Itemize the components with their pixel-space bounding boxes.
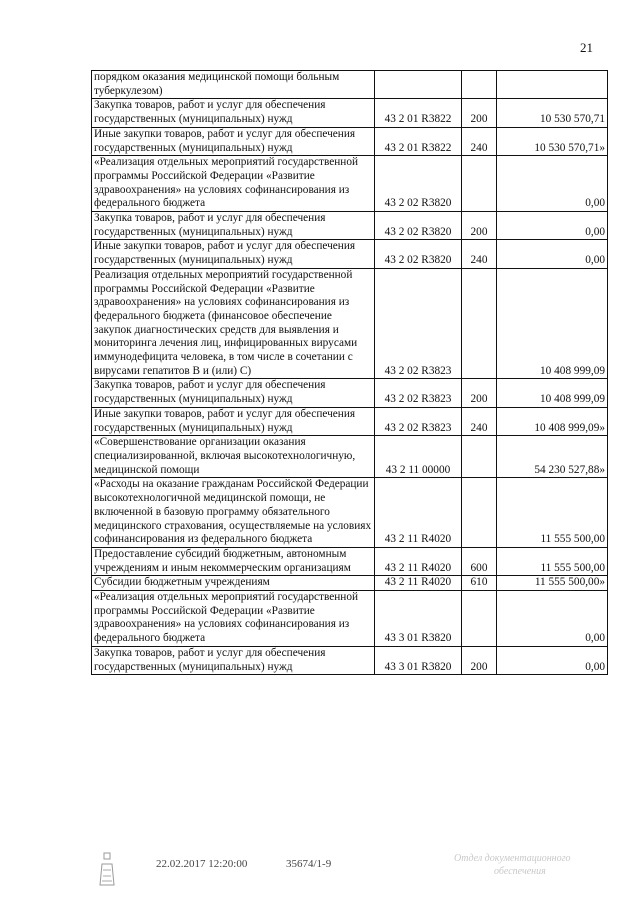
- row-expense-type: 240: [462, 240, 497, 268]
- row-code: 43 2 11 R4020: [375, 576, 462, 591]
- row-description: Субсидии бюджетным учреждениям: [92, 576, 375, 591]
- table-row: [92, 547, 608, 575]
- table-row: [92, 478, 608, 548]
- table-row: [92, 99, 608, 127]
- row-code: 43 2 02 R3820: [375, 156, 462, 212]
- row-expense-type: 200: [462, 99, 497, 127]
- row-expense-type: [462, 156, 497, 212]
- table-row: [92, 576, 608, 591]
- table-row: [92, 591, 608, 647]
- row-description: Закупка товаров, работ и услуг для обеспечения государственных (муниципальных) нужд: [92, 99, 375, 127]
- row-description: «Реализация отдельных мероприятий государственной программы Российской Федерации «Развитие здравоохранения» на условиях софинансирования из федерального бюджета: [92, 591, 375, 647]
- stamp-icon: [98, 852, 116, 886]
- row-expense-type: 200: [462, 646, 497, 674]
- row-description: порядком оказания медицинской помощи больным туберкулезом): [92, 71, 375, 99]
- row-code: 43 2 01 R3822: [375, 127, 462, 155]
- row-code: 43 2 01 R3822: [375, 99, 462, 127]
- row-description: «Совершенствование организации оказания специализированной, включая высокотехнологичную, медицинской помощи: [92, 436, 375, 478]
- row-amount: 10 408 999,09: [497, 379, 608, 407]
- row-expense-type: [462, 268, 497, 379]
- row-expense-type: [462, 71, 497, 99]
- table-row: [92, 240, 608, 268]
- table-row: [92, 71, 608, 99]
- row-amount: 0,00: [497, 156, 608, 212]
- row-amount: [497, 71, 608, 99]
- table-row: [92, 268, 608, 379]
- watermark: [454, 852, 571, 878]
- row-description: Закупка товаров, работ и услуг для обеспечения государственных (муниципальных) нужд: [92, 379, 375, 407]
- row-code: 43 2 11 00000: [375, 436, 462, 478]
- row-amount: 0,00: [497, 212, 608, 240]
- table-row: [92, 379, 608, 407]
- table-row: [92, 436, 608, 478]
- row-expense-type: 200: [462, 212, 497, 240]
- row-amount: 11 555 500,00: [497, 478, 608, 548]
- row-description: «Расходы на оказание гражданам Российской Федерации высокотехнологичной медицинской помощи, не включенной в базовую программу обязательного медицинского страхования, осуществляемые на условиях софинансирования из федерального бюджета: [92, 478, 375, 548]
- row-code: 43 2 11 R4020: [375, 478, 462, 548]
- row-code: [375, 71, 462, 99]
- table-row: [92, 407, 608, 435]
- row-amount: 0,00: [497, 240, 608, 268]
- table-row: [92, 212, 608, 240]
- row-amount: 0,00: [497, 591, 608, 647]
- row-code: 43 2 11 R4020: [375, 547, 462, 575]
- table-row: [92, 156, 608, 212]
- row-code: 43 2 02 R3823: [375, 268, 462, 379]
- row-code: 43 2 02 R3823: [375, 407, 462, 435]
- row-code: 43 2 02 R3820: [375, 240, 462, 268]
- row-expense-type: [462, 478, 497, 548]
- row-code: 43 2 02 R3823: [375, 379, 462, 407]
- row-amount: 11 555 500,00»: [497, 576, 608, 591]
- row-expense-type: 200: [462, 379, 497, 407]
- row-description: Закупка товаров, работ и услуг для обеспечения государственных (муниципальных) нужд: [92, 212, 375, 240]
- row-expense-type: [462, 591, 497, 647]
- row-amount: 10 408 999,09: [497, 268, 608, 379]
- row-amount: 10 408 999,09»: [497, 407, 608, 435]
- footer-date: 22.02.2017 12:20:00: [156, 858, 248, 870]
- watermark-line: обеспечения: [494, 866, 546, 877]
- footer-doc-code: 35674/1-9: [286, 858, 332, 870]
- row-description: Закупка товаров, работ и услуг для обеспечения государственных (муниципальных) нужд: [92, 646, 375, 674]
- row-code: 43 3 01 R3820: [375, 646, 462, 674]
- row-code: 43 3 01 R3820: [375, 591, 462, 647]
- page-number: 21: [580, 40, 593, 55]
- row-description: Предоставление субсидий бюджетным, автономным учреждениям и иным некоммерческим организациям: [92, 547, 375, 575]
- row-description: «Реализация отдельных мероприятий государственной программы Российской Федерации «Развитие здравоохранения» на условиях софинансирования из федерального бюджета: [92, 156, 375, 212]
- row-description: Реализация отдельных мероприятий государственной программы Российской Федерации «Развитие здравоохранения» на условиях софинансирования из федерального бюджета (финансовое обеспечение закупок диагностических средств для выявления и мониторинга лечения лиц, инфицированных вирусами иммунодефицита человека, в том числе в сочетании с вирусами гепатитов В и (или) С): [92, 268, 375, 379]
- watermark-line: Отдел документационного: [454, 853, 571, 864]
- row-description: Иные закупки товаров, работ и услуг для обеспечения государственных (муниципальных) нужд: [92, 407, 375, 435]
- row-amount: 54 230 527,88»: [497, 436, 608, 478]
- row-description: Иные закупки товаров, работ и услуг для обеспечения государственных (муниципальных) нужд: [92, 127, 375, 155]
- row-expense-type: 600: [462, 547, 497, 575]
- row-expense-type: 240: [462, 127, 497, 155]
- row-amount: 10 530 570,71»: [497, 127, 608, 155]
- row-amount: 10 530 570,71: [497, 99, 608, 127]
- row-expense-type: [462, 436, 497, 478]
- budget-table: [91, 70, 608, 675]
- row-expense-type: 240: [462, 407, 497, 435]
- row-amount: 0,00: [497, 646, 608, 674]
- table-row: [92, 127, 608, 155]
- table-row: [92, 646, 608, 674]
- budget-table-body: [92, 71, 608, 675]
- row-expense-type: 610: [462, 576, 497, 591]
- row-description: Иные закупки товаров, работ и услуг для обеспечения государственных (муниципальных) нужд: [92, 240, 375, 268]
- row-code: 43 2 02 R3820: [375, 212, 462, 240]
- row-amount: 11 555 500,00: [497, 547, 608, 575]
